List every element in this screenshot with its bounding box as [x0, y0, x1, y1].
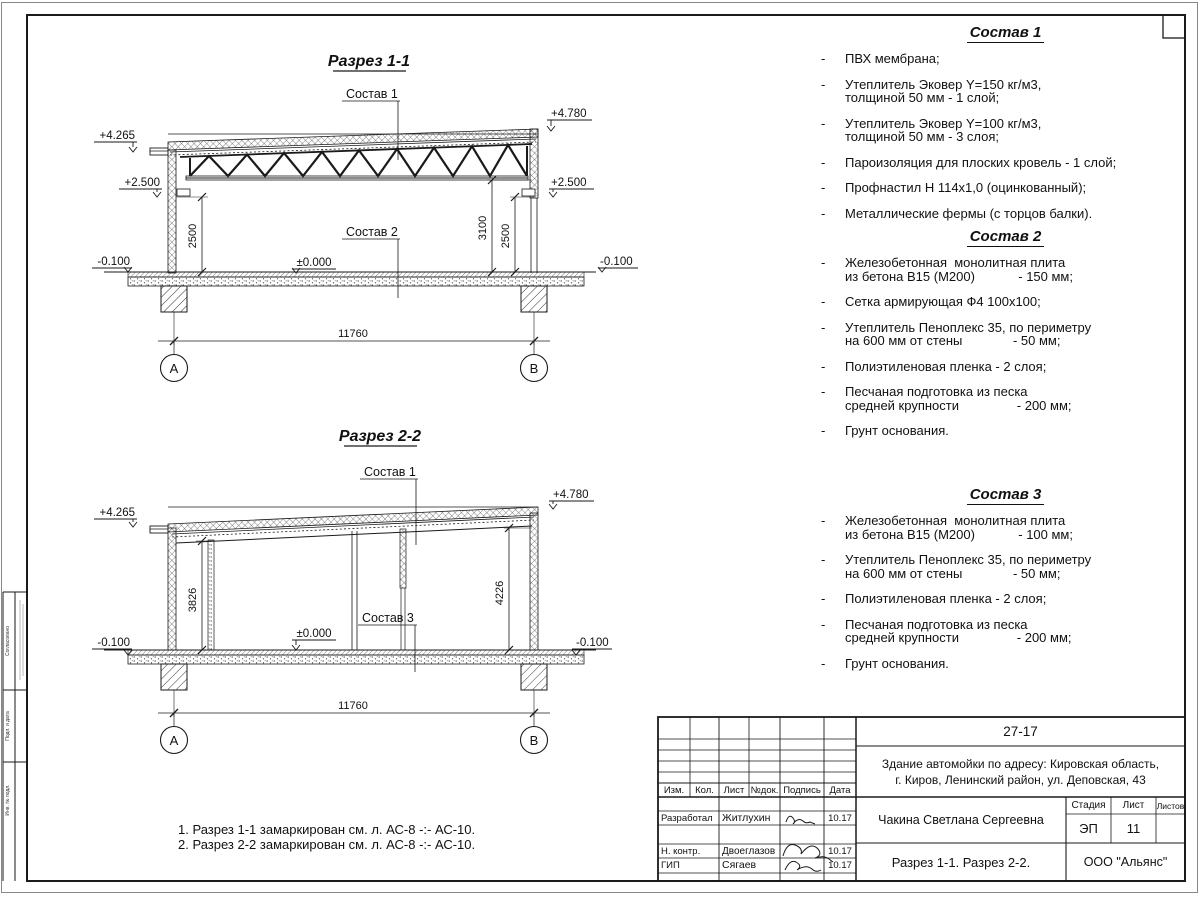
margin-stamp: [3, 592, 27, 881]
dim-span-1: 11760: [338, 328, 368, 340]
stamp-col-izm: Изм.: [663, 784, 685, 796]
list-item: - Песчаная подготовка из песка средней крупности - 200 мм;: [821, 384, 1072, 413]
dim-3100-right: 3100: [477, 215, 489, 241]
stamp-date-1: 10.17: [828, 812, 852, 824]
margin-label-mid: Подп. и дата: [5, 711, 11, 741]
signature-syagaev: [785, 861, 821, 871]
composition-list-3: [818, 486, 1193, 682]
elev-0000: ±0.000: [296, 257, 332, 269]
section-1-1: [92, 53, 638, 382]
dim-span-2: 11760: [338, 700, 368, 712]
composition-list-1: [818, 24, 1193, 232]
axis-b-label: В: [529, 361, 539, 376]
stamp-sheet-title: Разрез 1-1. Разрез 2-2.: [891, 854, 1031, 870]
stamp-stage-label: Стадия: [1071, 800, 1106, 811]
section-2-2: [92, 428, 612, 754]
list-item: - Полиэтиленовая пленка - 2 слоя;: [821, 591, 1047, 606]
elev-minus0100-right: -0.100: [600, 256, 633, 268]
footing-right-2: [521, 664, 547, 690]
partition-b-top: [400, 529, 406, 588]
bearing-pad-right: [522, 189, 535, 196]
stamp-role-nkontr: Н. контр.: [661, 845, 701, 857]
list-item: - Песчаная подготовка из песка средней крупности - 200 мм;: [821, 616, 1072, 645]
list-item: - Сетка армирующая Ф4 100х100;: [821, 294, 1041, 309]
left-wall: [168, 150, 176, 273]
callout-sostav2: Состав 2: [346, 225, 398, 239]
stamp-object-line2: г. Киров, Ленинский район, ул. Деповская, 43: [895, 772, 1146, 787]
list-item: - Железобетонная монолитная плита из бетона В15 (М200) - 150 мм;: [821, 255, 1073, 284]
elev-4265-2: +4.265: [99, 507, 135, 519]
roof-membrane-band: [168, 129, 538, 150]
stamp-col-podpis: Подпись: [783, 784, 821, 796]
axis-a-label: А: [169, 361, 179, 376]
right-wall-lines: [531, 198, 537, 273]
stamp-name-dvoeglazov: Двоеглазов: [722, 845, 776, 857]
callout-sostav1-2: Состав 1: [364, 465, 416, 479]
dim-2500-right: 2500: [500, 223, 512, 249]
callout-sostav3: Состав 3: [362, 611, 414, 625]
right-wall-parapet: [530, 129, 538, 198]
dim-3826: 3826: [187, 587, 199, 613]
footing-left: [161, 286, 187, 312]
floor-slab: [104, 272, 596, 312]
list-item: - Утеплитель Пеноплекс 35, по периметру на 600 мм от стены - 50 мм;: [821, 319, 1092, 348]
elev-4780-2: +4.780: [553, 489, 589, 501]
stamp-col-data: Дата: [829, 784, 851, 796]
axis-b2-label: В: [529, 733, 539, 748]
stamp-name-syagaev: Сягаев: [722, 859, 757, 871]
stamp-sheet-value: 11: [1126, 821, 1141, 836]
stamp-sheet-label: Лист: [1122, 800, 1145, 811]
margin-label-bottom: Инв. № подл.: [5, 784, 11, 816]
footing-left-2: [161, 664, 187, 690]
list-item: - Полиэтиленовая пленка - 2 слоя;: [821, 358, 1047, 374]
elev-minus0100-left-2: -0.100: [97, 637, 130, 649]
steel-truss: [177, 144, 535, 196]
list-item: - Грунт основания.: [821, 655, 949, 671]
stamp-col-kol: Кол.: [695, 784, 714, 796]
elev-4265: +4.265: [99, 130, 135, 142]
canopy-2: [150, 526, 168, 533]
list-item: - Профнастил Н 114х1,0 (оцинкованный);: [821, 180, 1087, 195]
span-dimension-2: [158, 690, 550, 754]
composition-3-title: Состав 3: [818, 486, 1193, 505]
elev-2500-right: +2.500: [551, 177, 587, 189]
stamp-name-zhitlukhin: Житлухин: [722, 812, 771, 824]
note-line-2: 2. Разрез 2-2 замаркирован см. л. АС-8 -:- АС-10.: [178, 837, 476, 852]
stamp-object-line1: Здание автомойки по адресу: Кировская область,: [881, 756, 1160, 771]
stamp-stage-value: ЭП: [1079, 821, 1098, 836]
list-item: - Утеплитель Эковер Y=100 кг/м3, толщиной 50 мм - 3 слоя;: [821, 115, 1042, 144]
stamp-company: ООО "Альянс": [1083, 855, 1168, 869]
section-1-1-title: Разрез 1-1: [327, 53, 411, 70]
stamp-doc-number: 27-17: [1003, 724, 1038, 739]
partition-a: [352, 531, 357, 650]
stamp-date-3: 10.17: [828, 859, 852, 871]
elev-minus0100-right-2: -0.100: [576, 637, 609, 649]
list-item: - Железобетонная монолитная плита из бетона В15 (М200) - 100 мм;: [821, 513, 1073, 542]
list-item: - Грунт основания.: [821, 423, 949, 438]
composition-list-2: [818, 228, 1193, 450]
callouts: [342, 87, 400, 298]
right-wall-2: [530, 513, 538, 650]
stamp-sheets-value: [1156, 814, 1185, 843]
elev-2500-left: +2.500: [124, 177, 160, 189]
composition-1-title: Состав 1: [818, 24, 1193, 43]
dim-4226: 4226: [494, 580, 506, 606]
canopy: [150, 148, 168, 155]
stamp-role-razrabotal: Разработал: [661, 812, 713, 824]
stamp-date-2: 10.17: [828, 845, 852, 857]
section-2-2-title: Разрез 2-2: [338, 428, 422, 445]
pilaster: [208, 540, 214, 650]
margin-label-top: Согласовано: [5, 625, 11, 657]
callouts-2: [358, 465, 418, 672]
left-wall-2: [168, 528, 176, 650]
elev-minus0100-left: -0.100: [97, 256, 130, 268]
list-item: - Утеплитель Эковер Y=150 кг/м3, толщиной 50 мм - 1 слой;: [821, 76, 1042, 105]
list-item: - ПВХ мембрана;: [821, 51, 940, 66]
height-dimensions-2: [187, 524, 532, 654]
composition-2-title: Состав 2: [818, 228, 1193, 247]
footing-right: [521, 286, 547, 312]
stamp-object: [856, 746, 1185, 797]
elev-0000-2: ±0.000: [296, 628, 332, 640]
signature-zhitlukhin: [786, 816, 815, 824]
stamp-sheets-label: Листов: [1156, 800, 1185, 811]
axis-a2-label: А: [169, 733, 179, 748]
notes: [178, 822, 475, 852]
list-item: - Утеплитель Пеноплекс 35, по периметру на 600 мм от стены - 50 мм;: [821, 552, 1092, 581]
span-dimension: [158, 312, 550, 382]
stamp-col-ndok: №док.: [750, 784, 779, 796]
callout-sostav1: Состав 1: [346, 87, 398, 101]
dim-2500-left: 2500: [187, 223, 199, 249]
bearing-pad-left: [177, 189, 190, 196]
list-item: - Металлические фермы (с торцов балки).: [821, 205, 1093, 221]
stamp-col-list: Лист: [723, 784, 745, 796]
elev-4780: +4.780: [551, 108, 587, 120]
floor-slab-2: [104, 650, 596, 690]
stamp-role-gip: ГИП: [661, 859, 680, 871]
stamp-author: Чакина Светлана Сергеевна: [878, 813, 1044, 827]
list-item: - Пароизоляция для плоских кровель - 1 слой;: [821, 154, 1117, 170]
note-line-1: 1. Разрез 1-1 замаркирован см. л. АС-8 -:- АС-10.: [178, 822, 476, 837]
